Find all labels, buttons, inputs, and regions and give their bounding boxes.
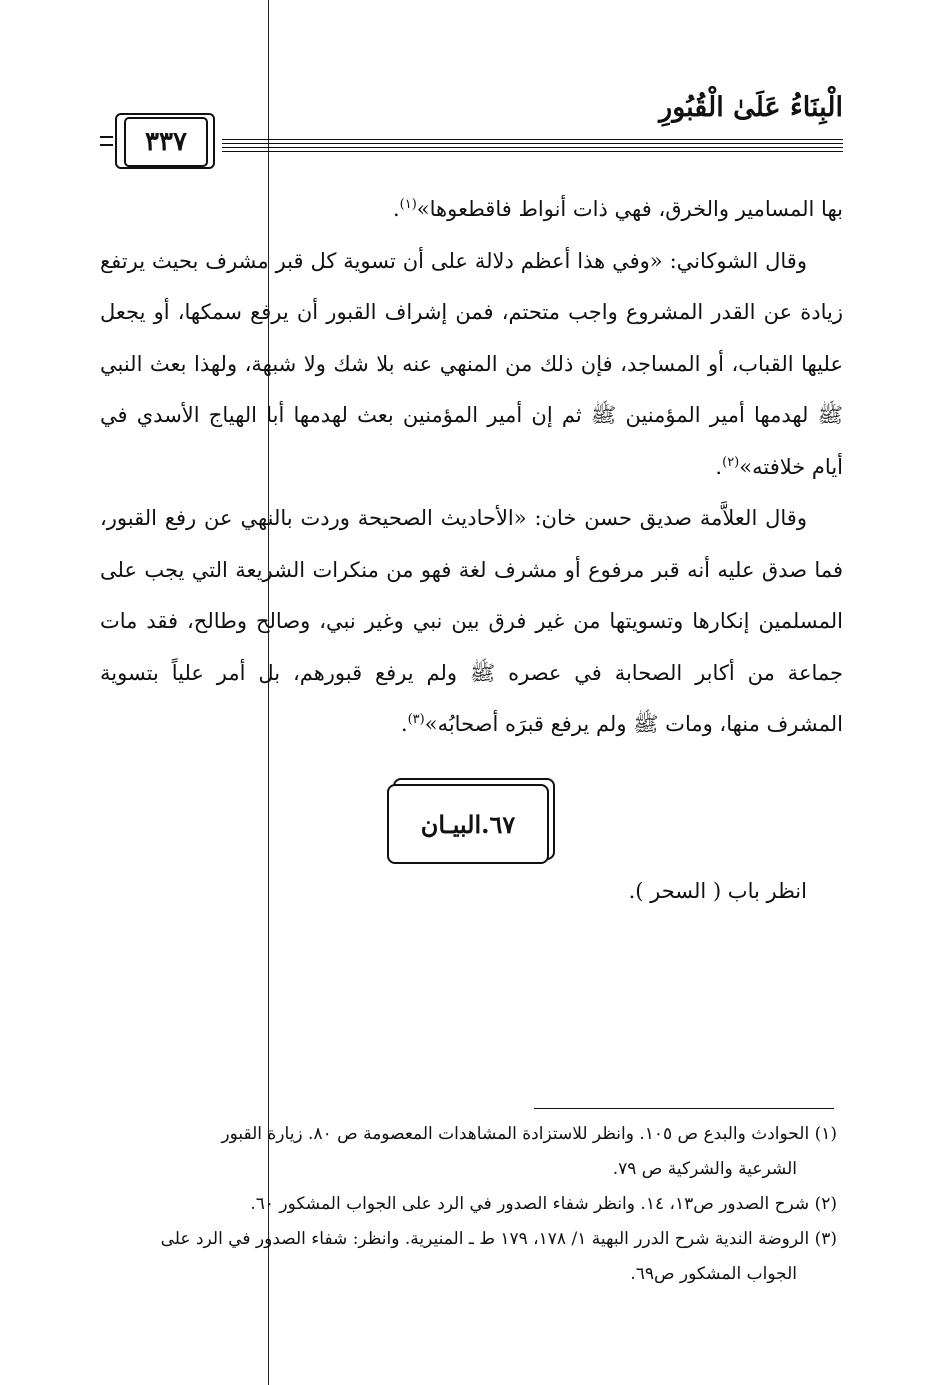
footnote-continuation: الشرعية والشركية ص ٧٩. bbox=[612, 1159, 797, 1179]
paragraph: بها المسامير والخرق، فهي ذات أنواط فاقطعوها»$^{(١)}$. bbox=[392, 197, 843, 221]
header-rule bbox=[222, 151, 843, 152]
page-number-ornament bbox=[100, 136, 113, 138]
page-number: ٣٣٧ bbox=[124, 117, 208, 167]
paragraph: وقال الشوكاني: «وفي هذا أعظم دلالة على أن تسوية كل قبر مشرف بحيث يرتفع زيادة عن القدر المشروع واجب متحتم، فمن إشراف القبور أن يرفع سمكها، أو يجعل عليها القباب، أو المساجد، فإن ذلك من المنهي عنه بلا شك ولا شبهة، ولهذا بعث النبي ﷺ لهدمها أمير المؤمنين ﷺ ثم إن أمير المؤمنين بعث لهدمها أبا الهياج الأسدي في أيام خلافته»$^{(٢)}$. bbox=[100, 248, 843, 479]
footnote-ref: (١) bbox=[399, 197, 417, 212]
footnotes bbox=[96, 1117, 837, 1292]
header-rule bbox=[222, 139, 843, 140]
footnote: (٣) الروضة الندية شرح الدرر البهية ١/ ١٧٨، ١٧٩ ط ـ المنيرية. وانظر: شفاء الصدور في الرد على bbox=[160, 1229, 837, 1249]
footnote: (١) الحوادث والبدع ص ١٠٥. وانظر للاستزادة المشاهدات المعصومة ص ٨٠. زيارة القبور bbox=[221, 1124, 837, 1144]
body-text bbox=[100, 184, 843, 751]
see-also-text: انظر باب ( السحر ). bbox=[628, 879, 807, 903]
page-number-ornament bbox=[100, 144, 113, 146]
footnote-ref: (٢) bbox=[722, 454, 740, 470]
footnote-ref: (٣) bbox=[407, 712, 425, 727]
paragraph: وقال العلاَّمة صديق حسن خان: «الأحاديث الصحيحة وردت بالنهي عن رفع القبور، فما صدق عليه أنه قبر مرفوع أو مشرف لغة فهو من منكرات الشريعة التي يجب على المسلمين إنكارها وتسويتها من غير فرق بين نبي وغير نبي، وصالح وطالح، فقد مات جماعة من أكابر الصحابة في عصره ﷺ ولم يرفع قبورهم، بل أمر علياً بتسوية المشرف منها، ومات ﷺ ولم يرفع قبرَه أصحابُه»$^{(٣)}$. bbox=[100, 506, 843, 736]
section-heading: ٦٧.البيـان bbox=[387, 784, 549, 864]
paragraph-text: وقال العلاَّمة صديق حسن خان: «الأحاديث الصحيحة وردت بالنهي عن رفع القبور، فما صدق عليه أنه قبر مرفوع أو مشرف لغة فهو من منكرات الشريعة التي يجب على المسلمين إنكارها وتسويتها من غير فرق بين نبي وغير نبي، وصالح وطالح، فقد مات جماعة من أكابر الصحابة في عصره ﷺ ولم يرفع قبورهم، بل أمر علياً بتسوية المشرف منها، ومات ﷺ ولم يرفع قبرَه أصحابُه» bbox=[100, 506, 843, 736]
paragraph-text: وقال الشوكاني: «وفي هذا أعظم دلالة على أن تسوية كل قبر مشرف بحيث يرتفع زيادة عن القدر المشروع واجب متحتم، فمن إشراف القبور أن يرفع سمكها، أو يجعل عليها القباب، أو المساجد، فإن ذلك من المنهي عنه بلا شك ولا شبهة، ولهذا بعث النبي ﷺ لهدمها أمير المؤمنين ﷺ ثم إن أمير المؤمنين بعث لهدمها أبا الهياج الأسدي في أيام خلافته» bbox=[100, 248, 843, 479]
footnote-separator bbox=[534, 1108, 834, 1109]
header-rule bbox=[222, 143, 843, 144]
header-rule bbox=[222, 147, 843, 148]
footnote-continuation: الجواب المشكور ص٦٩. bbox=[630, 1264, 797, 1284]
paragraph-text: بها المسامير والخرق، فهي ذات أنواط فاقطعوها» bbox=[416, 197, 843, 221]
running-header-title: الْبِنَاءُ عَلَىٰ الْقُبُورِ bbox=[659, 92, 843, 123]
footnote: (٢) شرح الصدور ص١٣، ١٤. وانظر شفاء الصدور في الرد على الجواب المشكور ٦٠. bbox=[250, 1194, 837, 1214]
